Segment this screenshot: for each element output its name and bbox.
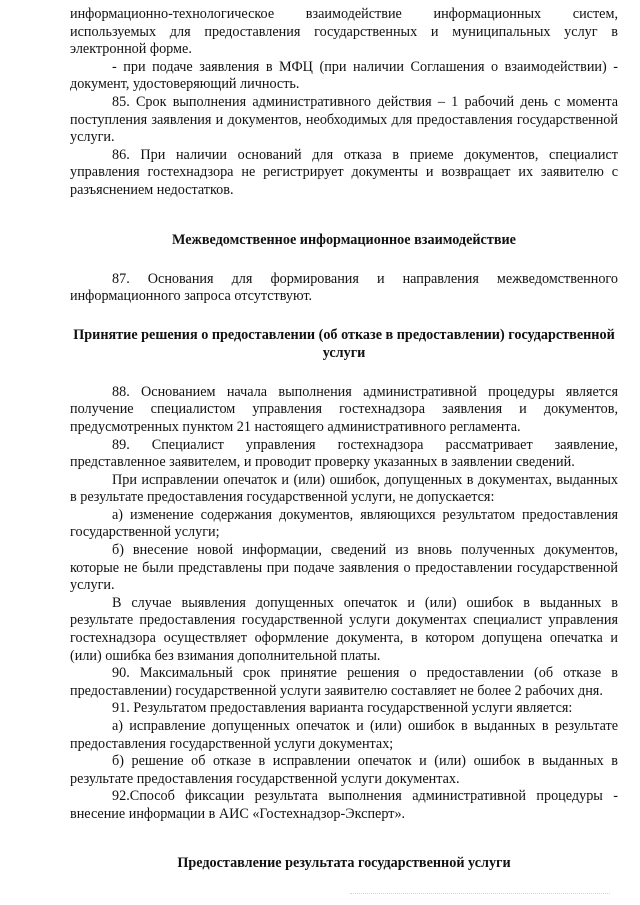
section-heading-result: Предоставление результата государственной услуги: [177, 854, 511, 871]
paragraph-mfc-document: - при подаче заявления в МФЦ (при наличии Соглашения о взаимодействии) - документ, удостоверяющий личность.: [70, 58, 618, 93]
paragraph-89: 89. Специалист управления гостехнадзора рассматривает заявление, представленное заявителем, и проводит проверку указанных в заявлении сведений.: [70, 436, 618, 471]
list-item-a-change: а) изменение содержания документов, являющихся результатом предоставления государственной услуги;: [70, 506, 618, 541]
document-page: [70, 6, 618, 872]
paragraph-91: 91. Результатом предоставления варианта государственной услуги является:: [112, 700, 573, 717]
paragraph-errors-found: В случае выявления допущенных опечаток и (или) ошибок в выданных в результате предоставления государственной услуги документах специалист управления гостехнадзора осуществляет оформление документа, в котором допущена опечатка и (или) ошибка без взимания дополнительной платы.: [70, 594, 618, 664]
paragraph-92: 92.Способ фиксации результата выполнения административной процедуры - внесение информации в АИС «Гостехнадзор-Эксперт».: [70, 788, 618, 822]
list-item-a-correction: а) исправление допущенных опечаток и (или) ошибок в выданных в результате предоставления государственной услуги документах;: [70, 718, 618, 752]
section-heading-decision: Принятие решения о предоставлении (об отказе в предоставлении) государственной услуги: [73, 326, 615, 361]
paragraph-90: 90. Максимальный срок принятие решения о предоставлении (об отказе в предоставлении) государственной услуги заявителю составляет не более 2 рабочих дня.: [70, 665, 618, 699]
scan-artifact: [350, 893, 610, 900]
paragraph-corrections: При исправлении опечаток и (или) ошибок, допущенных в документах, выданных в результате предоставления государственной услуги, не допускается:: [70, 471, 618, 506]
section-heading-interagency: Межведомственное информационное взаимодействие: [172, 231, 516, 248]
paragraph-86: 86. При наличии оснований для отказа в приеме документов, специалист управления гостехнадзора не регистрирует документы и возвращает их заявителю с разъяснением недостатков.: [70, 146, 618, 198]
paragraph-intro-continuation: информационно-технологическое взаимодействие информационных систем, используемых для предоставления государственных и муниципальных услуг в электронной форме.: [70, 6, 618, 58]
list-item-b-refusal: б) решение об отказе в исправлении опечаток и (или) ошибок в выданных в результате предоставления государственной услуги документах.: [70, 753, 618, 787]
paragraph-87: 87. Основания для формирования и направления межведомственного информационного запроса отсутствуют.: [70, 270, 618, 305]
paragraph-85: 85. Срок выполнения административного действия – 1 рабочий день с момента поступления заявления и документов, необходимых для предоставления государственной услуги.: [70, 93, 618, 146]
list-item-b-new-info: б) внесение новой информации, сведений из вновь полученных документов, которые не были представлены при подаче заявления о предоставлении государственной услуги.: [70, 542, 618, 594]
paragraph-88: 88. Основанием начала выполнения административной процедуры является получение специалистом управления гостехнадзора заявления и документов, предусмотренных пунктом 21 настоящего административного регламента.: [70, 383, 618, 435]
